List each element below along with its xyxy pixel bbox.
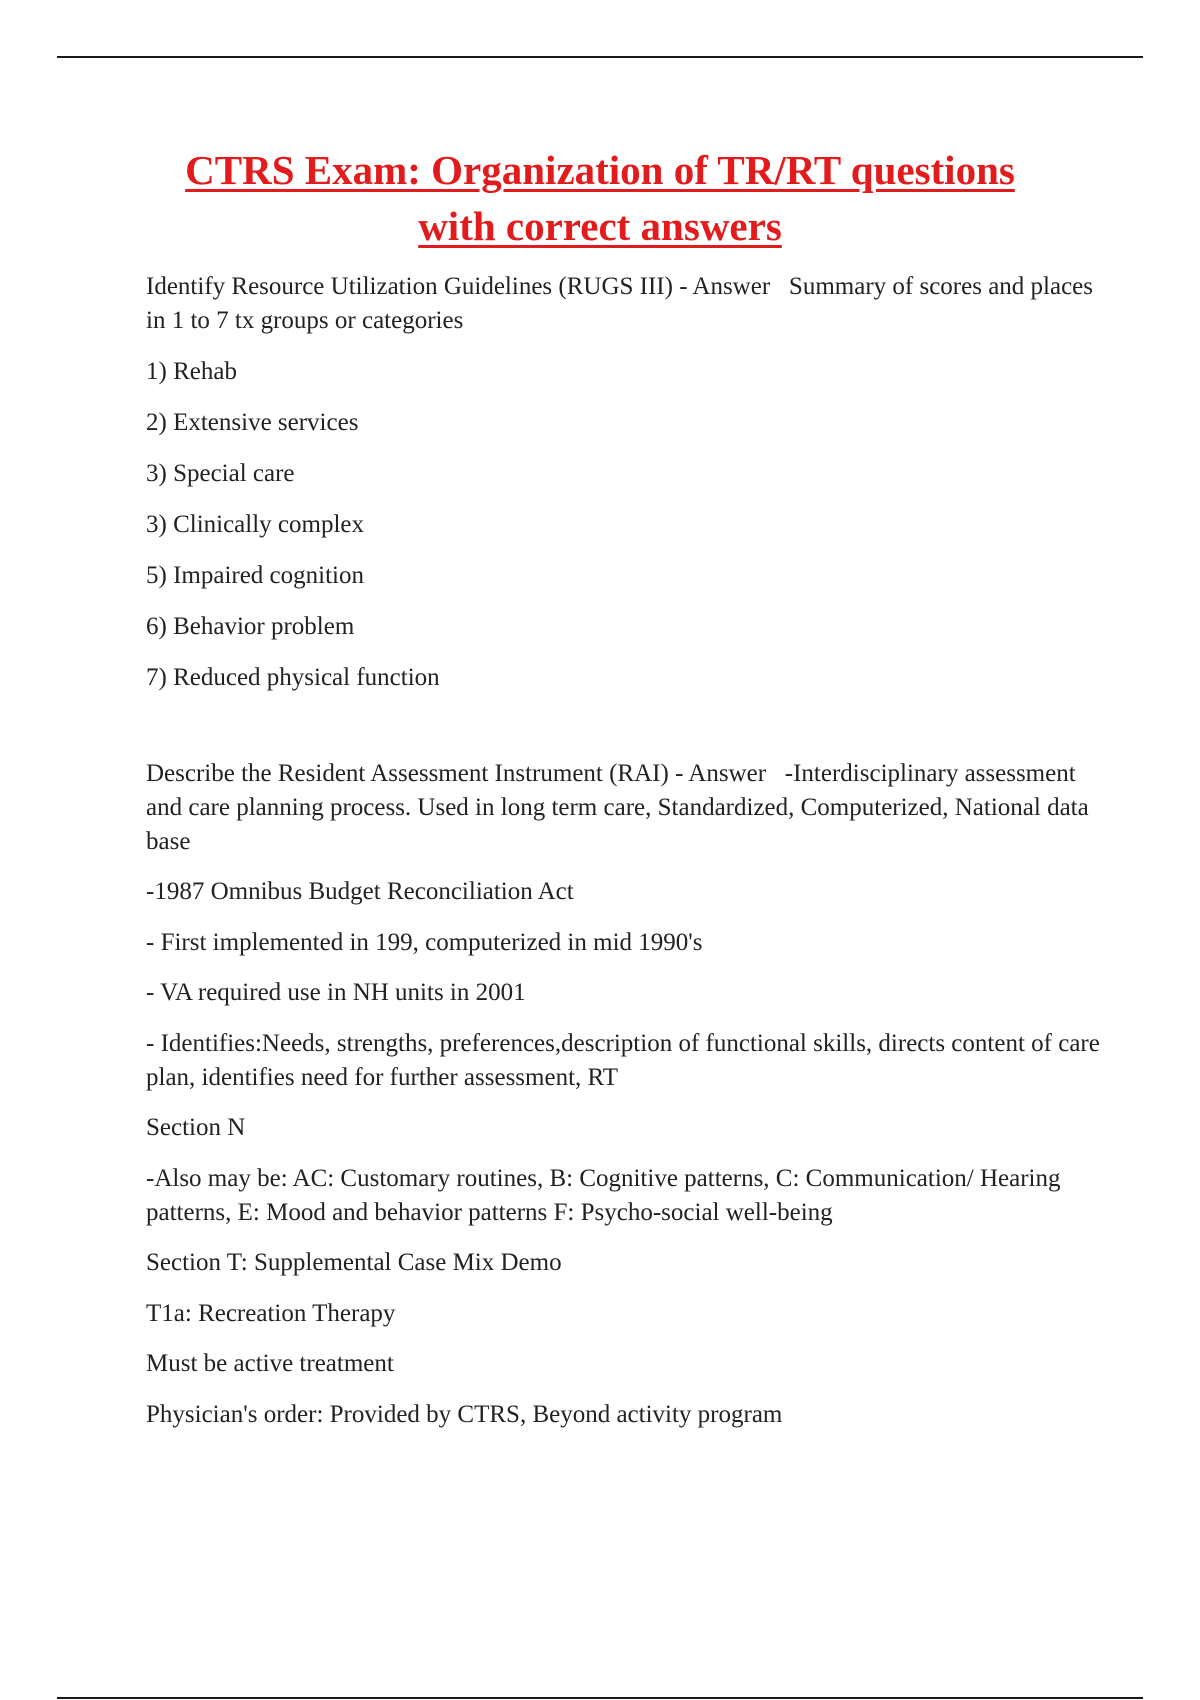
question-2 bbox=[146, 757, 1106, 859]
list-item: 1) Rehab bbox=[146, 357, 237, 385]
list-item: 3) Special care bbox=[146, 459, 295, 487]
answer-line: - VA required use in NH units in 2001 bbox=[146, 979, 526, 1006]
answer-line: - First implemented in 199, computerized in mid 1990's bbox=[146, 928, 703, 956]
document-body bbox=[146, 270, 1106, 1448]
bottom-rule bbox=[57, 1697, 1143, 1699]
answer-1-text: Summary of scores and places in 1 to 7 tx groups or categories bbox=[146, 273, 1093, 334]
answer-line: Section N bbox=[146, 1114, 246, 1141]
question-2-text: Describe the Resident Assessment Instrument (RAI) - Answer bbox=[146, 759, 767, 787]
list-item: 6) Behavior problem bbox=[146, 612, 355, 640]
list-item: 7) Reduced physical function bbox=[146, 663, 440, 691]
title-line-1: CTRS Exam: Organization of TR/RT questions bbox=[185, 147, 1015, 193]
document-title bbox=[100, 142, 1100, 254]
top-rule bbox=[57, 56, 1143, 58]
answer-line: T1a: Recreation Therapy bbox=[146, 1299, 396, 1327]
answer-line: Section T: Supplemental Case Mix Demo bbox=[146, 1249, 562, 1276]
answer-line: Must be active treatment bbox=[146, 1350, 394, 1377]
question-1-text: Identify Resource Utilization Guidelines (RUGS III) - Answer bbox=[146, 273, 771, 300]
question-1 bbox=[146, 270, 1106, 338]
list-item: 3) Clinically complex bbox=[146, 510, 365, 538]
list-item: 5) Impaired cognition bbox=[146, 561, 364, 589]
answer-line: - Identifies:Needs, strengths, preferences,description of functional skills, directs content of care plan, identifies need for further assessment, RT bbox=[146, 1029, 1100, 1091]
answer-line: -Also may be: AC: Customary routines, B: Cognitive patterns, C: Communication/ Hearing patterns, E: Mood and behavior patterns F: Psycho-social well-being bbox=[146, 1164, 1061, 1226]
title-line-2: with correct answers bbox=[418, 203, 782, 249]
list-item: 2) Extensive services bbox=[146, 408, 359, 436]
answer-2-text: -Interdisciplinary assessment and care planning process. Used in long term care, Standardized, Computerized, National data base bbox=[146, 759, 1089, 855]
answer-line: -1987 Omnibus Budget Reconciliation Act bbox=[146, 878, 574, 905]
answer-line: Physician's order: Provided by CTRS, Beyond activity program bbox=[146, 1400, 783, 1428]
